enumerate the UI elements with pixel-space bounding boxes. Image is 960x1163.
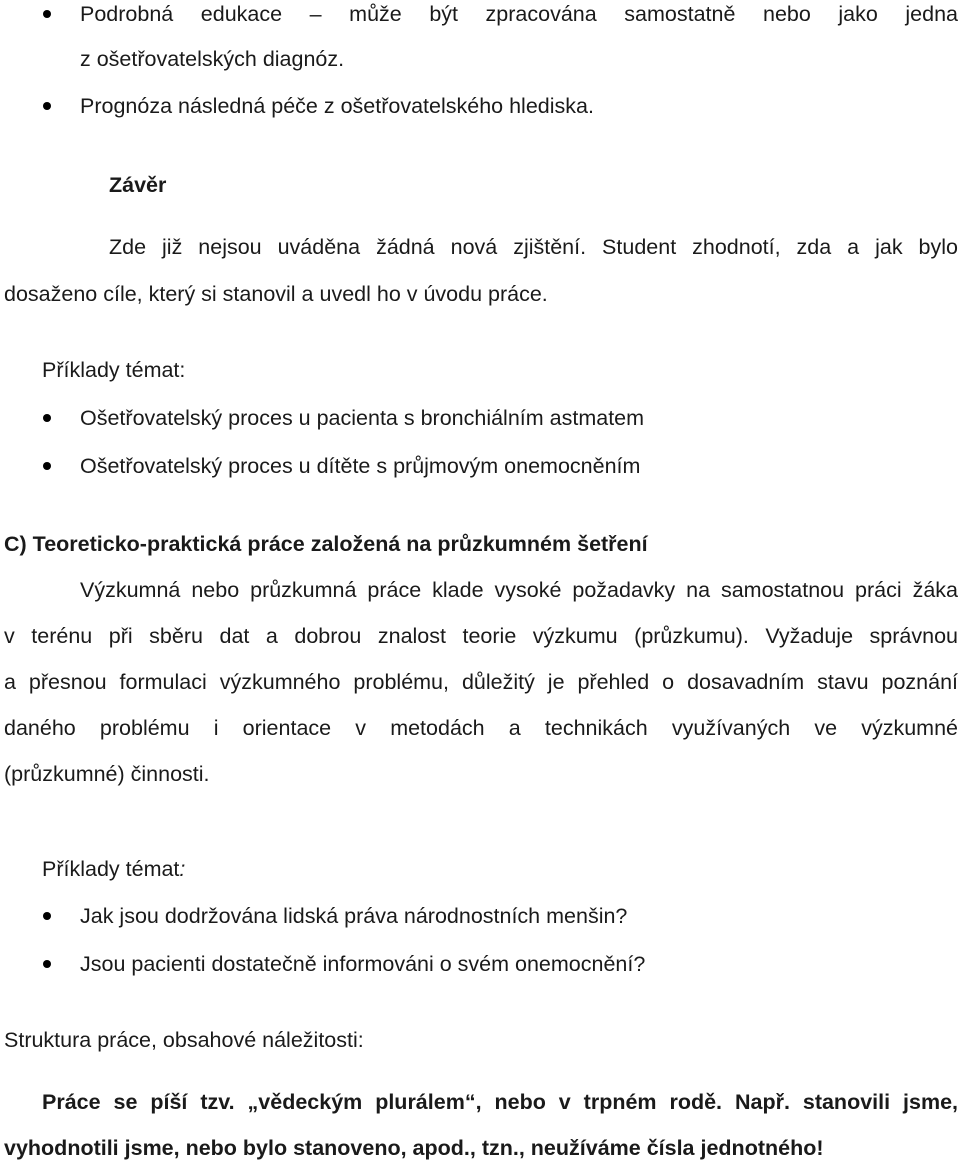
bullet-text: Podrobná edukace – může být zpracována samostatně nebo jako jedna (80, 2, 958, 26)
paragraph-line: dosaženo cíle, který si stanovil a uvedl ho v úvodu práce. (4, 282, 548, 306)
paragraph-line: Výzkumná nebo průzkumná práce klade vysoké požadavky na samostatnou práci žáka (80, 578, 958, 602)
section-heading-zaver: Závěr (109, 173, 167, 197)
example-item: Jak jsou dodržována lidská práva národnostních menšin? (80, 904, 628, 928)
example-item: Jsou pacienti dostatečně informováni o svém onemocnění? (80, 952, 646, 976)
section-heading-structure: Struktura práce, obsahové náležitosti: (4, 1028, 364, 1052)
emphasis-line: vyhodnotili jsme, nebo bylo stanoveno, apod., tzn., neužíváme čísla jednotného! (4, 1136, 824, 1160)
bullet-text: Prognóza následná péče z ošetřovatelského hlediska. (80, 94, 594, 118)
examples-label-text: Příklady témat (42, 857, 180, 881)
bullet-text-continuation: z ošetřovatelských diagnóz. (80, 47, 345, 71)
bullet-icon (43, 960, 51, 968)
bullet-icon (43, 102, 51, 110)
paragraph-line: daného problému i orientace v metodách a technikách využívaných ve výzkumné (4, 716, 958, 740)
paragraph-line: (průzkumné) činnosti. (4, 762, 210, 786)
examples-label-colon: : (179, 857, 186, 881)
paragraph-line: Zde již nejsou uváděna žádná nová zjištění. Student zhodnotí, zda a jak bylo (109, 235, 958, 259)
example-item: Ošetřovatelský proces u pacienta s bronchiálním astmatem (80, 406, 645, 430)
paragraph-line: v terénu při sběru dat a dobrou znalost teorie výzkumu (průzkumu). Vyžaduje správnou (4, 624, 958, 648)
bullet-icon (43, 10, 51, 18)
paragraph-line: a přesnou formulaci výzkumného problému, důležitý je přehled o dosavadním stavu poznání (4, 670, 958, 694)
section-heading-c: C) Teoreticko-praktická práce založená na průzkumném šetření (4, 532, 648, 556)
bullet-icon (43, 912, 51, 920)
example-item: Ošetřovatelský proces u dítěte s průjmovým onemocněním (80, 454, 641, 478)
examples-label (42, 855, 185, 883)
bullet-icon (43, 462, 51, 470)
emphasis-line: Práce se píší tzv. „vědeckým plurálem“, nebo v trpném rodě. Např. stanovili jsme, (42, 1090, 958, 1114)
examples-label: Příklady témat: (42, 358, 186, 382)
bullet-icon (43, 414, 51, 422)
